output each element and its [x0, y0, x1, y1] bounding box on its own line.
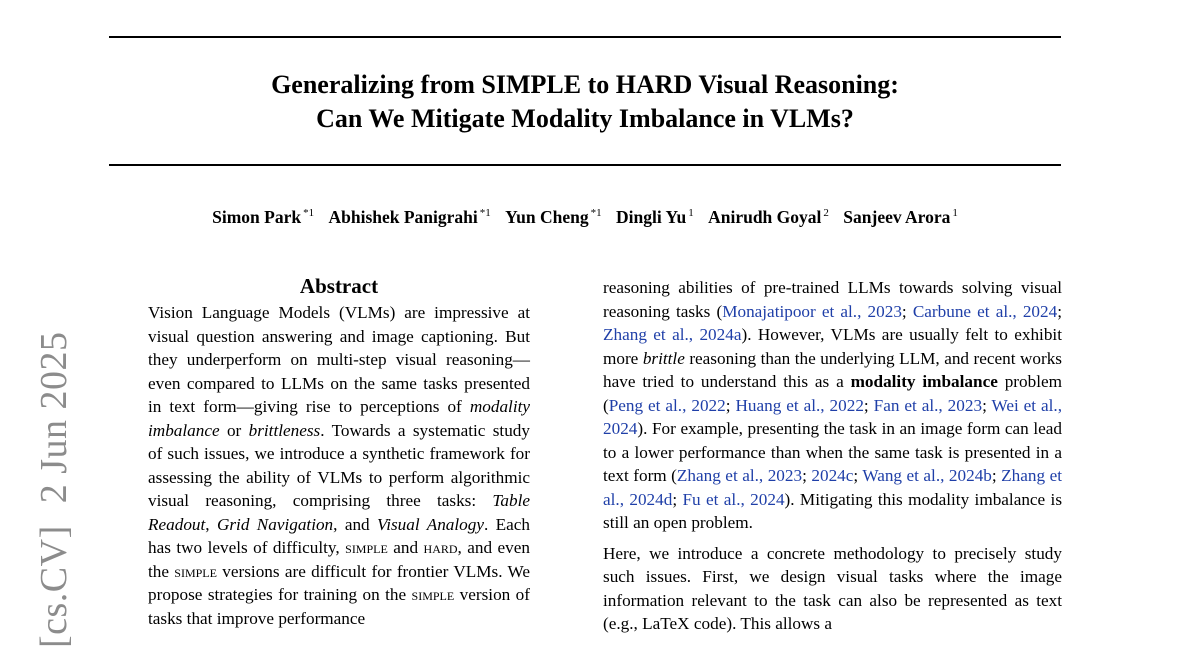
- abstract-text: Vision Language Models (VLMs) are impressive at visual question answering and image captioning. But they underperform on multi-step visual reasoning—even compared to LLMs on the same tasks presented in text form—giving rise to perceptions of modality imbalance or brittleness. Towards a systematic study of such issues, we introduce a synthetic framework for assessing the ability of VLMs to perform algorithmic visual reasoning, comprising three tasks: Table Readout, Grid Navigation, and Visual Analogy. Each has two levels of difficulty, simple and hard, and even the simple versions are difficult for frontier VLMs. We propose strategies for training on the simple version of tasks that improve performance: [148, 303, 530, 628]
- author: Sanjeev Arora $^1$: [843, 207, 958, 227]
- right-column: [603, 276, 1062, 636]
- citation-link[interactable]: Zhang et al., 2023: [676, 466, 803, 485]
- author-list: [109, 207, 1061, 228]
- arxiv-stamp: [32, 331, 76, 648]
- affiliation-mark: 1: [952, 207, 958, 220]
- citation-link[interactable]: 2024c: [811, 466, 854, 485]
- citation-link[interactable]: Fu et al., 2024: [682, 489, 785, 509]
- title-top-rule: [109, 36, 1061, 38]
- author: Anirudh Goyal $^2$: [708, 207, 829, 227]
- affiliation-mark: *1: [303, 207, 315, 220]
- affiliation-mark: *1: [479, 207, 491, 220]
- citation-link[interactable]: Monajatipoor et al., 2023: [722, 301, 902, 321]
- abstract-heading: Abstract: [299, 274, 379, 298]
- author: Abhishek Panigrahi $^{*1}$: [328, 207, 491, 227]
- affiliation-mark: 2: [823, 207, 829, 220]
- intro-paragraph-2: Here, we introduce a concrete methodology to precisely study such issues. First, we design visual tasks where the image information relevant to the task can also be represented as text (e.g., LaTeX code). This allows a: [603, 543, 1062, 633]
- paper-title: [109, 68, 1061, 136]
- author: Simon Park $^{*1}$: [212, 207, 315, 227]
- intro-paragraph-1: reasoning abilities of pre-trained LLMs towards solving visual reasoning tasks (Monajatipoor et al., 2023; Carbune et al., 2024; Zhang et al., 2024a). However, VLMs are usually felt to exhibit more brittle reasoning than the underlying LLM, and recent works have tried to understand this as a modality imbalance problem (Peng et al., 2022; Huang et al., 2022; Fan et al., 2023; Wei et al., 2024). For example, presenting the task in an image form can lead to a lower performance than when the same task is presented in a text form (Zhang et al., 2023; 2024c; Wang et al., 2024b; Zhang et al., 2024d; Fu et al., 2024). Mitigating this modality imbalance is still an open problem.: [603, 278, 1063, 532]
- citation-link[interactable]: Peng et al., 2022: [608, 395, 726, 415]
- arxiv-date: 2 Jun 2025: [33, 331, 75, 504]
- arxiv-category: [cs.CV]: [33, 525, 75, 648]
- citation-link[interactable]: Zhang et al., 2024d: [603, 466, 1062, 509]
- author: Dingli Yu $^1$: [616, 207, 694, 227]
- citation-link[interactable]: Huang et al., 2022: [735, 395, 864, 415]
- title-bottom-rule: [109, 164, 1061, 166]
- citation-link[interactable]: Zhang et al., 2024a: [603, 325, 742, 344]
- affiliation-mark: 1: [688, 207, 694, 220]
- left-column: [148, 272, 530, 630]
- author: Yun Cheng $^{*1}$: [505, 207, 602, 227]
- affiliation-mark: *1: [590, 207, 602, 220]
- citation-link[interactable]: Wang et al., 2024b: [862, 466, 992, 485]
- citation-link[interactable]: Fan et al., 2023: [873, 395, 983, 415]
- citation-link[interactable]: Carbune et al., 2024: [912, 301, 1058, 321]
- title-line-1: Generalizing from SIMPLE to HARD Visual Reasoning:: [271, 70, 899, 99]
- citation-link[interactable]: Wei et al., 2024: [603, 395, 1063, 438]
- title-line-2: Can We Mitigate Modality Imbalance in VLMs?: [316, 104, 854, 133]
